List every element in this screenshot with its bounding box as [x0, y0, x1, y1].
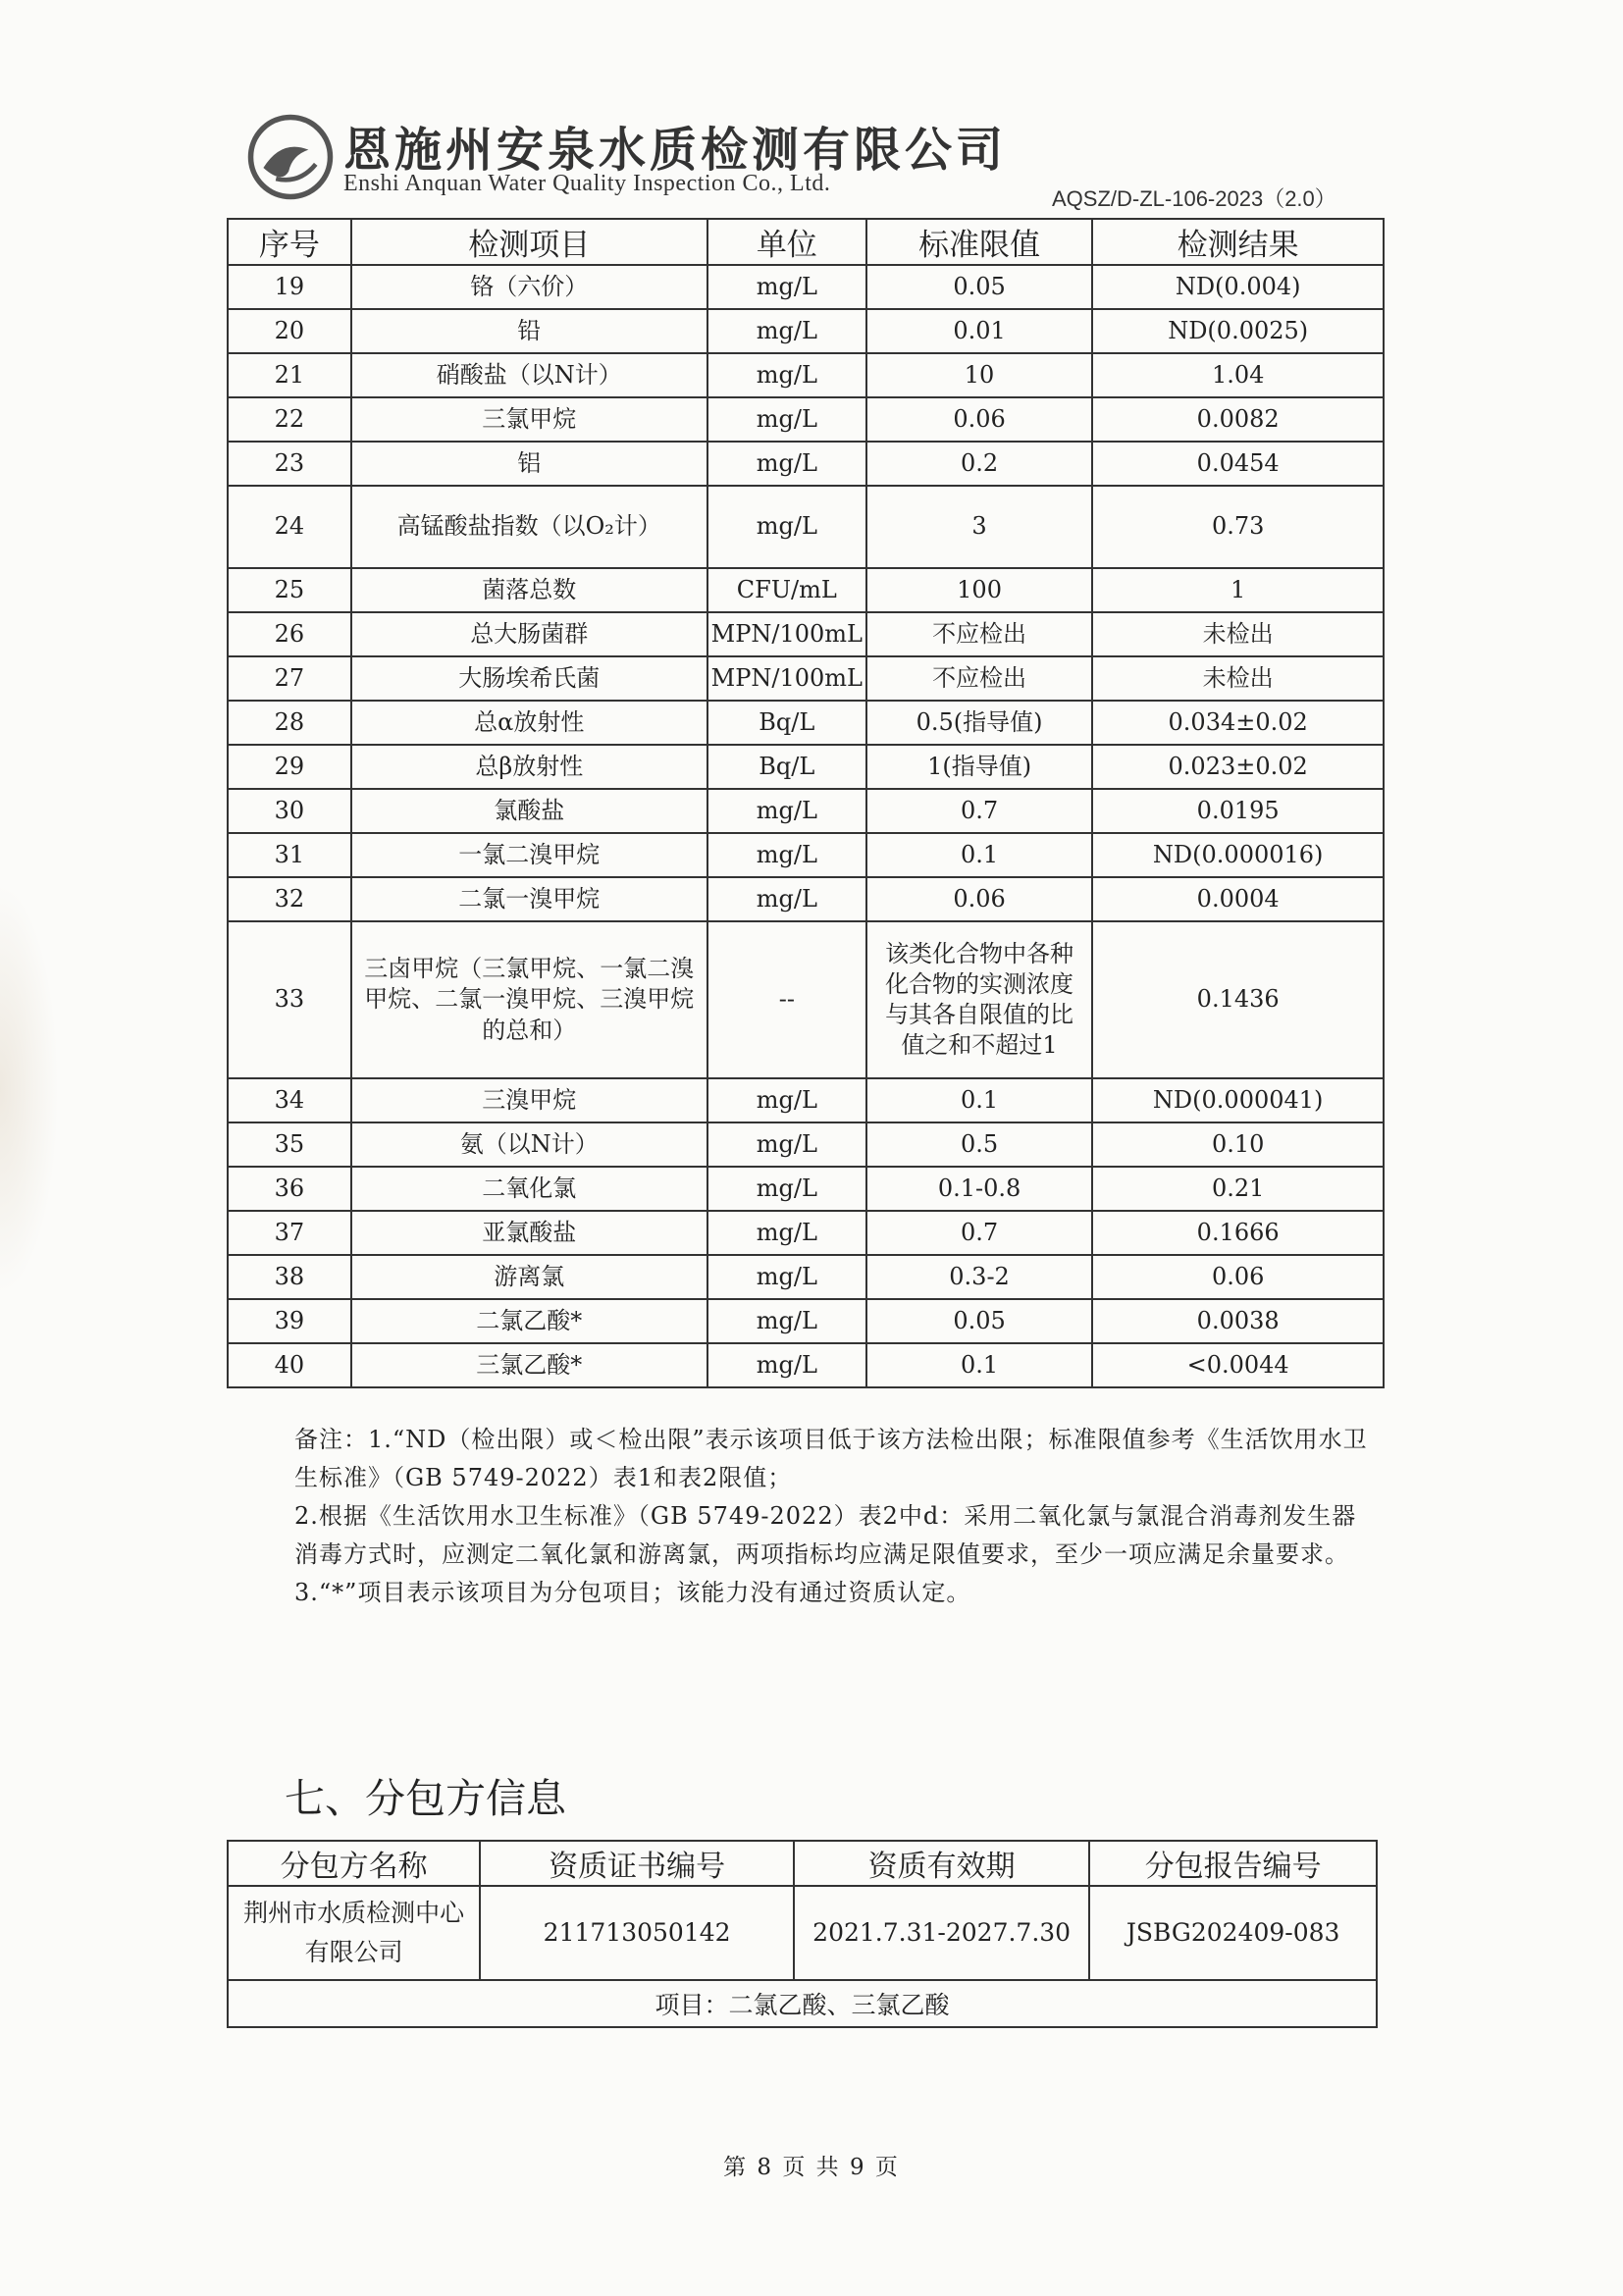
- cell: 28: [228, 701, 351, 745]
- cell: 氨（以N计）: [351, 1122, 707, 1167]
- cell: mg/L: [707, 833, 866, 877]
- col-header-name: 分包方名称: [228, 1841, 480, 1886]
- cell: 二氧化氯: [351, 1167, 707, 1211]
- cell: ND(0.004): [1092, 265, 1384, 309]
- cell: 二氯乙酸*: [351, 1299, 707, 1343]
- cell: 荆州市水质检测中心有限公司: [228, 1886, 480, 1980]
- cell: ND(0.000041): [1092, 1078, 1384, 1122]
- cell: mg/L: [707, 353, 866, 397]
- cell: 25: [228, 568, 351, 612]
- cell: 38: [228, 1255, 351, 1299]
- cell: 0.1436: [1092, 921, 1384, 1078]
- col-header-seq: 序号: [228, 219, 351, 265]
- cell: MPN/100mL: [707, 612, 866, 656]
- cell: 0.7: [866, 789, 1093, 833]
- subcontract-items: 项目：二氯乙酸、三氯乙酸: [228, 1980, 1377, 2027]
- table-row: [228, 397, 1384, 442]
- cell: 2021.7.31-2027.7.30: [794, 1886, 1089, 1980]
- cell: mg/L: [707, 1122, 866, 1167]
- cell: 35: [228, 1122, 351, 1167]
- notes: [245, 1421, 1374, 1612]
- cell: 29: [228, 745, 351, 789]
- cell: ND(0.0025): [1092, 309, 1384, 353]
- cell: 40: [228, 1343, 351, 1387]
- cell: 该类化合物中各种化合物的实测浓度与其各自限值的比值之和不超过1: [866, 921, 1093, 1078]
- cell: 37: [228, 1211, 351, 1255]
- results-table: [227, 218, 1385, 1388]
- cell: 20: [228, 309, 351, 353]
- table-row: [228, 921, 1384, 1078]
- cell: <0.0044: [1092, 1343, 1384, 1387]
- cell: 大肠埃希氏菌: [351, 656, 707, 701]
- cell: 总α放射性: [351, 701, 707, 745]
- company-name-cn: 恩施州安泉水质检测有限公司: [343, 123, 1008, 178]
- cell: 0.06: [866, 877, 1093, 921]
- paper-stain: [0, 883, 59, 1295]
- table-row: [228, 1980, 1377, 2027]
- subcontract-table: [227, 1840, 1378, 2028]
- cell: 0.1666: [1092, 1211, 1384, 1255]
- note-3: 3.“*”项目表示该项目为分包项目；该能力没有通过资质认定。: [294, 1579, 971, 1606]
- table-row: [228, 1122, 1384, 1167]
- cell: 1(指导值): [866, 745, 1093, 789]
- cell: 游离氯: [351, 1255, 707, 1299]
- table-header-row: [228, 1841, 1377, 1886]
- table-row: [228, 1255, 1384, 1299]
- cell: 22: [228, 397, 351, 442]
- cell: 0.73: [1092, 486, 1384, 568]
- table-row: [228, 789, 1384, 833]
- cell: 33: [228, 921, 351, 1078]
- cell: 0.0038: [1092, 1299, 1384, 1343]
- cell: 不应检出: [866, 656, 1093, 701]
- cell: 一氯二溴甲烷: [351, 833, 707, 877]
- cell: 三溴甲烷: [351, 1078, 707, 1122]
- cell: 高锰酸盐指数（以O₂计）: [351, 486, 707, 568]
- cell: 0.21: [1092, 1167, 1384, 1211]
- cell: mg/L: [707, 1167, 866, 1211]
- cell: 1: [1092, 568, 1384, 612]
- cell: 总大肠菌群: [351, 612, 707, 656]
- note-1: 备注：1.“ND（检出限）或＜检出限”表示该项目低于该方法检出限；标准限值参考《生活饮用水卫生标准》（GB 5749-2022）表1和表2限值；: [294, 1426, 1368, 1491]
- cell: mg/L: [707, 397, 866, 442]
- company-logo-icon: [245, 112, 336, 202]
- cell: 39: [228, 1299, 351, 1343]
- document-code: AQSZ/D-ZL-106-2023（2.0）: [1052, 186, 1336, 211]
- col-header-limit: 标准限值: [866, 219, 1093, 265]
- cell: 30: [228, 789, 351, 833]
- cell: 27: [228, 656, 351, 701]
- cell: 0.05: [866, 265, 1093, 309]
- cell: CFU/mL: [707, 568, 866, 612]
- table-row: [228, 568, 1384, 612]
- table-row: [228, 486, 1384, 568]
- table-row: [228, 877, 1384, 921]
- col-header-result: 检测结果: [1092, 219, 1384, 265]
- cell: 36: [228, 1167, 351, 1211]
- cell: 24: [228, 486, 351, 568]
- cell: mg/L: [707, 1078, 866, 1122]
- cell: 亚氯酸盐: [351, 1211, 707, 1255]
- table-header-row: [228, 219, 1384, 265]
- cell: mg/L: [707, 309, 866, 353]
- cell: 23: [228, 442, 351, 486]
- cell: 菌落总数: [351, 568, 707, 612]
- cell: 100: [866, 568, 1093, 612]
- col-header-validity: 资质有效期: [794, 1841, 1089, 1886]
- cell: Bq/L: [707, 701, 866, 745]
- cell: 三氯乙酸*: [351, 1343, 707, 1387]
- cell: 0.01: [866, 309, 1093, 353]
- cell: 32: [228, 877, 351, 921]
- cell: 211713050142: [480, 1886, 794, 1980]
- cell: mg/L: [707, 1211, 866, 1255]
- cell: Bq/L: [707, 745, 866, 789]
- col-header-item: 检测项目: [351, 219, 707, 265]
- cell: 二氯一溴甲烷: [351, 877, 707, 921]
- cell: 0.06: [1092, 1255, 1384, 1299]
- cell: 未检出: [1092, 612, 1384, 656]
- cell: 三氯甲烷: [351, 397, 707, 442]
- table-row: [228, 353, 1384, 397]
- table-row: [228, 612, 1384, 656]
- cell: 0.1-0.8: [866, 1167, 1093, 1211]
- table-row: [228, 1167, 1384, 1211]
- cell: 0.034±0.02: [1092, 701, 1384, 745]
- cell: 0.5: [866, 1122, 1093, 1167]
- table-row: [228, 309, 1384, 353]
- cell: 19: [228, 265, 351, 309]
- cell: 未检出: [1092, 656, 1384, 701]
- cell: --: [707, 921, 866, 1078]
- cell: 铝: [351, 442, 707, 486]
- cell: 0.06: [866, 397, 1093, 442]
- cell: 0.05: [866, 1299, 1093, 1343]
- col-header-report: 分包报告编号: [1089, 1841, 1377, 1886]
- table-row: [228, 1299, 1384, 1343]
- table-row: [228, 656, 1384, 701]
- cell: ND(0.000016): [1092, 833, 1384, 877]
- cell: 铅: [351, 309, 707, 353]
- cell: 氯酸盐: [351, 789, 707, 833]
- cell: 31: [228, 833, 351, 877]
- table-row: [228, 265, 1384, 309]
- cell: mg/L: [707, 789, 866, 833]
- cell: 0.0082: [1092, 397, 1384, 442]
- cell: JSBG202409-083: [1089, 1886, 1377, 1980]
- cell: 0.1: [866, 833, 1093, 877]
- cell: 26: [228, 612, 351, 656]
- cell: 3: [866, 486, 1093, 568]
- cell: mg/L: [707, 442, 866, 486]
- cell: 硝酸盐（以N计）: [351, 353, 707, 397]
- cell: 0.5(指导值): [866, 701, 1093, 745]
- cell: 0.1: [866, 1078, 1093, 1122]
- table-row: [228, 1343, 1384, 1387]
- cell: 10: [866, 353, 1093, 397]
- cell: 0.10: [1092, 1122, 1384, 1167]
- cell: mg/L: [707, 265, 866, 309]
- cell: 三卤甲烷（三氯甲烷、一氯二溴甲烷、二氯一溴甲烷、三溴甲烷的总和）: [351, 921, 707, 1078]
- cell: 0.0195: [1092, 789, 1384, 833]
- note-2: 2.根据《生活饮用水卫生标准》（GB 5749-2022）表2中d：采用二氧化氯与氯混合消毒剂发生器消毒方式时，应测定二氧化氯和游离氯，两项指标均应满足限值要求，至少一项应满足余量要求。: [294, 1502, 1357, 1568]
- table-row: [228, 1211, 1384, 1255]
- cell: 铬（六价）: [351, 265, 707, 309]
- cell: 0.0004: [1092, 877, 1384, 921]
- table-row: [228, 1886, 1377, 1980]
- col-header-cert: 资质证书编号: [480, 1841, 794, 1886]
- table-row: [228, 1078, 1384, 1122]
- company-name-en: Enshi Anquan Water Quality Inspection Co., Ltd.: [343, 171, 831, 196]
- cell: 34: [228, 1078, 351, 1122]
- table-row: [228, 833, 1384, 877]
- section-title: 七、分包方信息: [285, 1775, 566, 1822]
- cell: 21: [228, 353, 351, 397]
- cell: mg/L: [707, 1299, 866, 1343]
- cell: 0.1: [866, 1343, 1093, 1387]
- table-row: [228, 701, 1384, 745]
- cell: mg/L: [707, 486, 866, 568]
- table-row: [228, 745, 1384, 789]
- cell: 0.7: [866, 1211, 1093, 1255]
- table-row: [228, 442, 1384, 486]
- col-header-unit: 单位: [707, 219, 866, 265]
- cell: 0.2: [866, 442, 1093, 486]
- cell: 不应检出: [866, 612, 1093, 656]
- cell: mg/L: [707, 1343, 866, 1387]
- cell: 0.023±0.02: [1092, 745, 1384, 789]
- cell: MPN/100mL: [707, 656, 866, 701]
- cell: mg/L: [707, 1255, 866, 1299]
- cell: 0.3-2: [866, 1255, 1093, 1299]
- cell: 总β放射性: [351, 745, 707, 789]
- cell: mg/L: [707, 877, 866, 921]
- page-number: 第 8 页 共 9 页: [723, 2155, 900, 2180]
- cell: 0.0454: [1092, 442, 1384, 486]
- cell: 1.04: [1092, 353, 1384, 397]
